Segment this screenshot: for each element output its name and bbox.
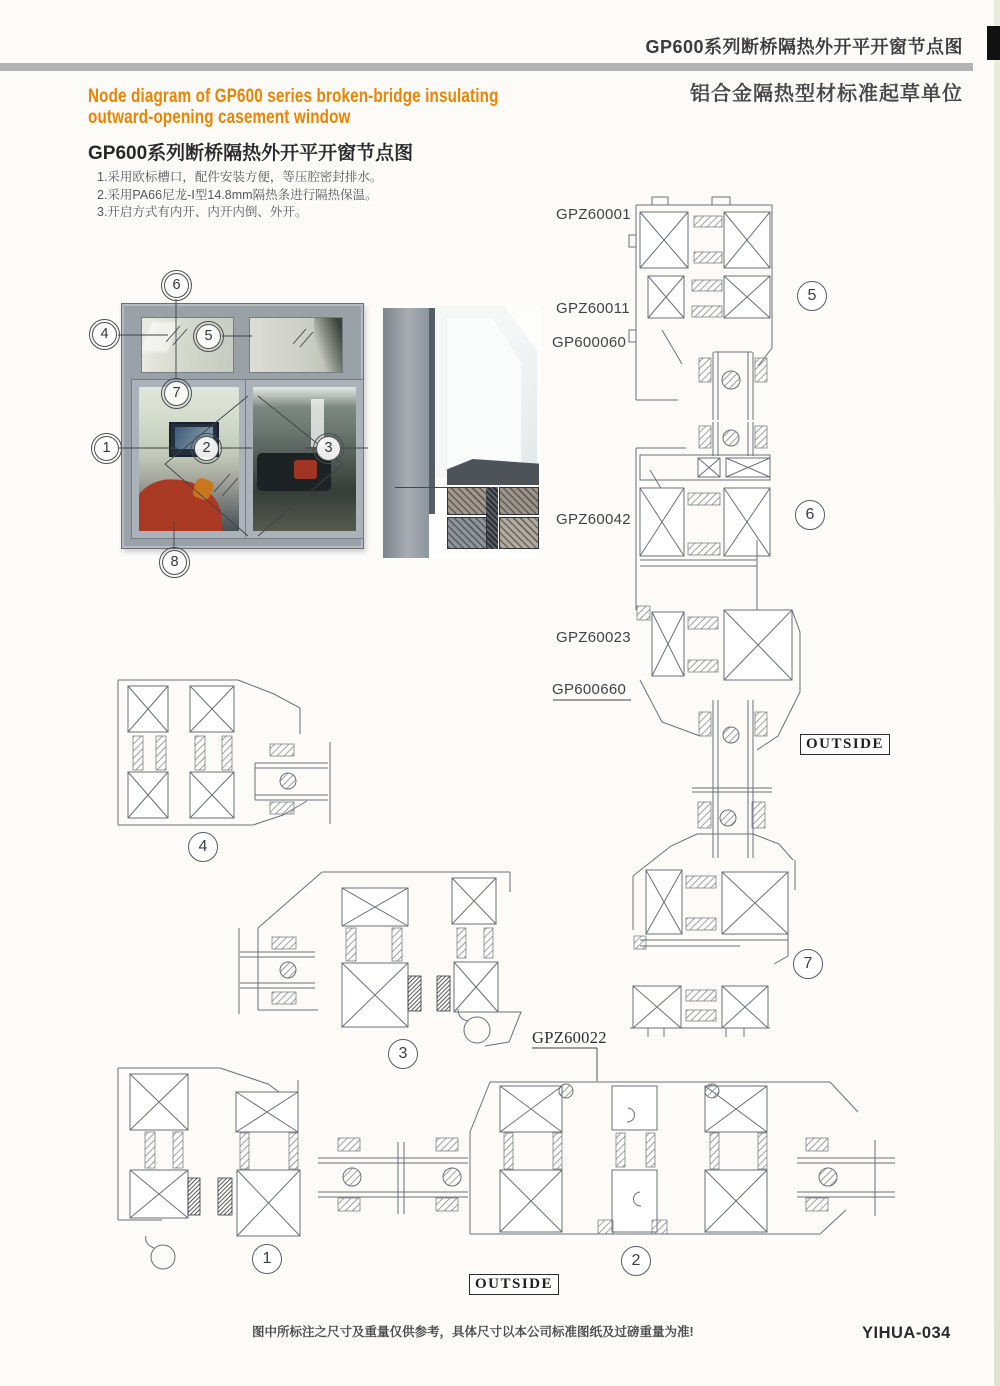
section-chamber <box>447 517 487 549</box>
outside-label-mid: OUTSIDE <box>800 734 890 755</box>
page-title-cn: GP600系列断桥隔热外开平开窗节点图 <box>645 37 963 57</box>
section-number-7: 7 <box>793 949 823 979</box>
ceiling-light <box>253 387 356 407</box>
casement-sash-left <box>132 380 246 538</box>
corner-cut-section <box>447 459 539 551</box>
section-number-1: 1 <box>252 1244 282 1274</box>
section-chamber <box>499 517 539 549</box>
section-6-drawing <box>636 422 800 762</box>
detail-4-drawing <box>118 680 330 825</box>
feature-notes <box>97 169 382 222</box>
corner-profile-photo <box>383 306 541 559</box>
casement-glass-left <box>139 387 239 531</box>
heading-english <box>88 86 499 128</box>
section-number-5: 5 <box>797 281 827 311</box>
header-divider-bar <box>0 63 973 71</box>
window-callout-3: 3 <box>316 436 341 461</box>
heading-english-line2: outward-opening casement window <box>88 107 351 128</box>
profile-label-gp600060: GP600060 <box>552 334 627 351</box>
org-subtitle: 铝合金隔热型材标准起草单位 <box>690 83 963 105</box>
section-number-4: 4 <box>188 832 218 862</box>
window-callout-5: 5 <box>196 324 221 349</box>
window-callout-2: 2 <box>194 436 219 461</box>
note-1: 1.采用欧标槽口，配件安装方便，等压腔密封排水。 <box>97 170 383 184</box>
note-2: 2.采用PA66尼龙-Ⅰ型14.8mm隔热条进行隔热保温。 <box>97 187 378 202</box>
window-callout-1: 1 <box>94 436 119 461</box>
window-callout-4: 4 <box>92 322 117 347</box>
page-edge-strip <box>994 0 1000 1386</box>
profile-label-gp600660: GP600660 <box>552 681 627 698</box>
section-thermal-break <box>486 487 498 549</box>
section-number-6: 6 <box>795 500 825 530</box>
section-chamber <box>499 487 539 515</box>
detail-3-drawing <box>239 872 521 1046</box>
section-7-drawing <box>630 762 795 1037</box>
window-photo-diagram <box>121 303 364 549</box>
section-chamber <box>447 487 487 515</box>
footer-page-code: YIHUA-034 <box>862 1324 951 1342</box>
profile-label-gpz60042: GPZ60042 <box>556 511 631 528</box>
corner-frame-seam <box>429 308 435 514</box>
profile-label-gpz60023: GPZ60023 <box>556 629 631 646</box>
section-number-3: 3 <box>388 1039 418 1069</box>
note-3: 3.开启方式有内开、内开内倒、外开。 <box>97 205 308 219</box>
transom-pane-left <box>142 318 233 372</box>
footer-disclaimer: 图中所标注之尺寸及重量仅供参考，具体尺寸以本公司标准图纸及过磅重量为准! <box>252 1325 694 1339</box>
profile-label-gpz60011: GPZ60011 <box>556 300 630 317</box>
transom-pane-right <box>250 318 342 372</box>
casement-glass-right <box>253 387 356 531</box>
glass-reflection <box>142 322 178 352</box>
casement-sash-right <box>246 380 363 538</box>
detail-1-drawing <box>118 1068 468 1269</box>
window-callout-8: 8 <box>162 550 187 575</box>
section-5-drawing <box>629 197 772 420</box>
profile-label-gpz60001: GPZ60001 <box>556 206 631 223</box>
profile-label-gpz60022: GPZ60022 <box>532 1028 607 1047</box>
page-index-tab <box>987 26 1000 60</box>
detail-2-drawing <box>470 1082 895 1234</box>
window-callout-7: 7 <box>164 381 189 406</box>
red-cushion <box>294 460 317 479</box>
heading-chinese: GP600系列断桥隔热外开平开窗节点图 <box>88 143 414 164</box>
window-callout-6: 6 <box>164 273 189 298</box>
glass-dark-reflection <box>314 318 342 372</box>
corner-frame-bar <box>383 308 429 558</box>
heading-english-line1: Node diagram of GP600 series broken-bridge insulating <box>88 86 499 107</box>
label-leader-lines <box>532 700 631 1081</box>
section-number-2: 2 <box>621 1246 651 1276</box>
outside-label-bottom: OUTSIDE <box>469 1274 559 1295</box>
section-gasket-block <box>447 459 539 485</box>
